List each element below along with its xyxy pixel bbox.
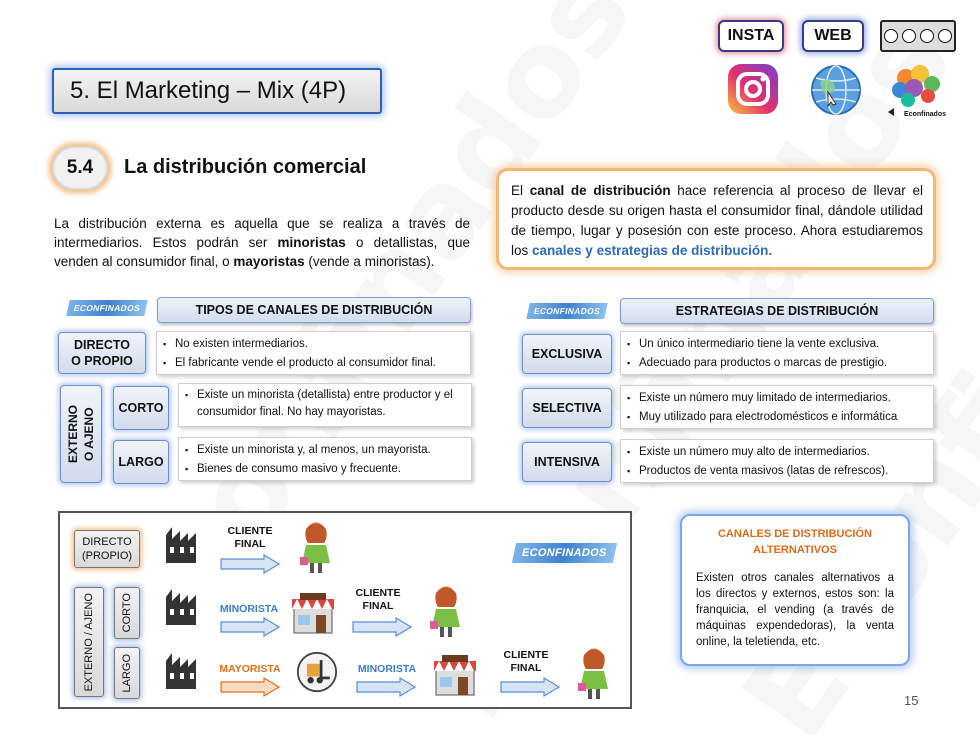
econfinados-badge: ECONFINADOS — [66, 300, 148, 316]
factory-icon — [164, 525, 202, 565]
exclusiva-content — [620, 331, 934, 375]
shop-icon — [432, 655, 478, 697]
factory-icon — [164, 587, 202, 627]
instagram-icon[interactable] — [726, 62, 780, 116]
list-item: ▪ El fabricante vende el producto al consumidor final. — [163, 354, 464, 373]
list-item: ▪ Un único intermediario tiene la vente exclusiva. — [627, 335, 927, 354]
estrategias-header: ESTRATEGIAS DE DISTRIBUCIÓN — [620, 298, 934, 324]
alternativos-title: CANALES DE DISTRIBUCIÓN ALTERNATIVOS — [717, 528, 872, 556]
largo-label: LARGO — [113, 440, 169, 484]
diagram-externo-text: EXTERNO / AJENO — [83, 592, 95, 692]
diagram-externo-label — [74, 587, 104, 697]
section-title: La distribución comercial — [124, 156, 367, 178]
mayorista-text: MAYORISTA — [219, 663, 281, 675]
definition-box: El canal de distribución hace referencia al proceso de llevar el producto desde su origen hasta el consumidor final, dándole utilidad de tiempo, lugar y posesión con este proceso. Ahora estudiaremos los canales y estrategias de distribución. — [496, 168, 936, 270]
directo-content — [156, 331, 471, 375]
list-item: ▪ Existe un número muy alto de intermediarios. — [627, 443, 927, 462]
list-item: ▪ Bienes de consumo masivo y frecuente. — [185, 460, 465, 479]
customer-icon — [574, 645, 614, 699]
externo-label — [60, 385, 102, 483]
econfinados-badge: ECONFINADOS — [526, 303, 608, 319]
diagram-largo-text: LARGO — [121, 653, 133, 693]
list-item: ▪ Productos de venta masivos (latas de refrescos). — [627, 462, 927, 481]
arrow-right-icon — [356, 677, 416, 697]
list-item: ▪ Adecuado para productos o marcas de prestigio. — [627, 354, 927, 373]
nc-icon — [920, 29, 934, 43]
list-item: ▪ No existen intermediarios. — [163, 335, 464, 354]
directo-label: DIRECTO O PROPIO — [58, 332, 146, 374]
forklift-icon — [294, 651, 340, 693]
arrow-right-icon — [220, 677, 280, 697]
list-item: ▪ Existe un minorista (detallista) entre productor y el consumidor final. No hay mayoristas. — [185, 387, 465, 421]
customer-icon — [426, 583, 466, 637]
arrow-right-icon — [220, 617, 280, 637]
exclusiva-label: EXCLUSIVA — [522, 334, 612, 374]
alternativos-text: Existen otros canales alternativos a los directos y externos, estos son: la franquicia, el vending (a través de máquinas expendedoras), la venta online, la teletienda, etc. — [696, 572, 894, 648]
cliente-final-text: CLIENTE FINAL — [355, 587, 401, 612]
alternativos-box — [680, 514, 910, 666]
externo-label-text: EXTERNO O AJENO — [66, 404, 96, 463]
cliente-final-text: CLIENTE FINAL — [227, 525, 273, 550]
cc-icon — [884, 29, 898, 43]
tipos-canales-header: TIPOS DE CANALES DE DISTRIBUCIÓN — [157, 297, 471, 323]
corto-label: CORTO — [113, 386, 169, 430]
econfinados-badge: ECONFINADOS — [512, 543, 617, 563]
shop-icon — [290, 593, 336, 635]
distribution-diagram — [58, 511, 632, 709]
factory-icon — [164, 651, 202, 691]
page-number: 15 — [904, 693, 919, 708]
minorista-text: MINORISTA — [219, 603, 279, 615]
customer-icon — [296, 519, 336, 573]
cc-license-badge — [880, 20, 956, 52]
selectiva-content — [620, 385, 934, 429]
by-icon — [902, 29, 916, 43]
largo-content — [178, 437, 472, 481]
intro-paragraph: La distribución externa es aquella que se realiza a través de intermediarios. Estos podrán ser minoristas o detallistas, que venden al consumidor final, o mayoristas (vende a minoristas). — [54, 216, 470, 269]
arrow-right-icon — [500, 677, 560, 697]
minorista-text: MINORISTA — [357, 663, 417, 675]
cliente-final-text: CLIENTE FINAL — [503, 649, 549, 674]
arrow-right-icon — [352, 617, 412, 637]
list-item: ▪ Muy utilizado para electrodomésticos e informática — [627, 408, 927, 427]
corto-content — [178, 383, 472, 427]
diagram-corto-text: CORTO — [121, 593, 133, 633]
selectiva-label: SELECTIVA — [522, 388, 612, 428]
diagram-largo-label — [114, 647, 140, 699]
list-item: ▪ Existe un minorista y, al menos, un mayorista. — [185, 441, 465, 460]
section-number: 5.4 — [52, 146, 108, 190]
arrow-right-icon — [220, 554, 280, 574]
web-button[interactable]: WEB — [802, 20, 864, 52]
diagram-directo-label: DIRECTO (PROPIO) — [74, 530, 140, 568]
brand-name: Econfinados — [904, 111, 947, 118]
page-title: 5. El Marketing – Mix (4P) — [52, 68, 382, 114]
intensiva-label: INTENSIVA — [522, 442, 612, 482]
sa-icon — [938, 29, 952, 43]
list-item: ▪ Existe un número muy limitado de intermediarios. — [627, 389, 927, 408]
insta-button[interactable]: INSTA — [718, 20, 784, 52]
diagram-corto-label — [114, 587, 140, 639]
intensiva-content — [620, 439, 934, 483]
globe-icon[interactable] — [806, 60, 866, 118]
